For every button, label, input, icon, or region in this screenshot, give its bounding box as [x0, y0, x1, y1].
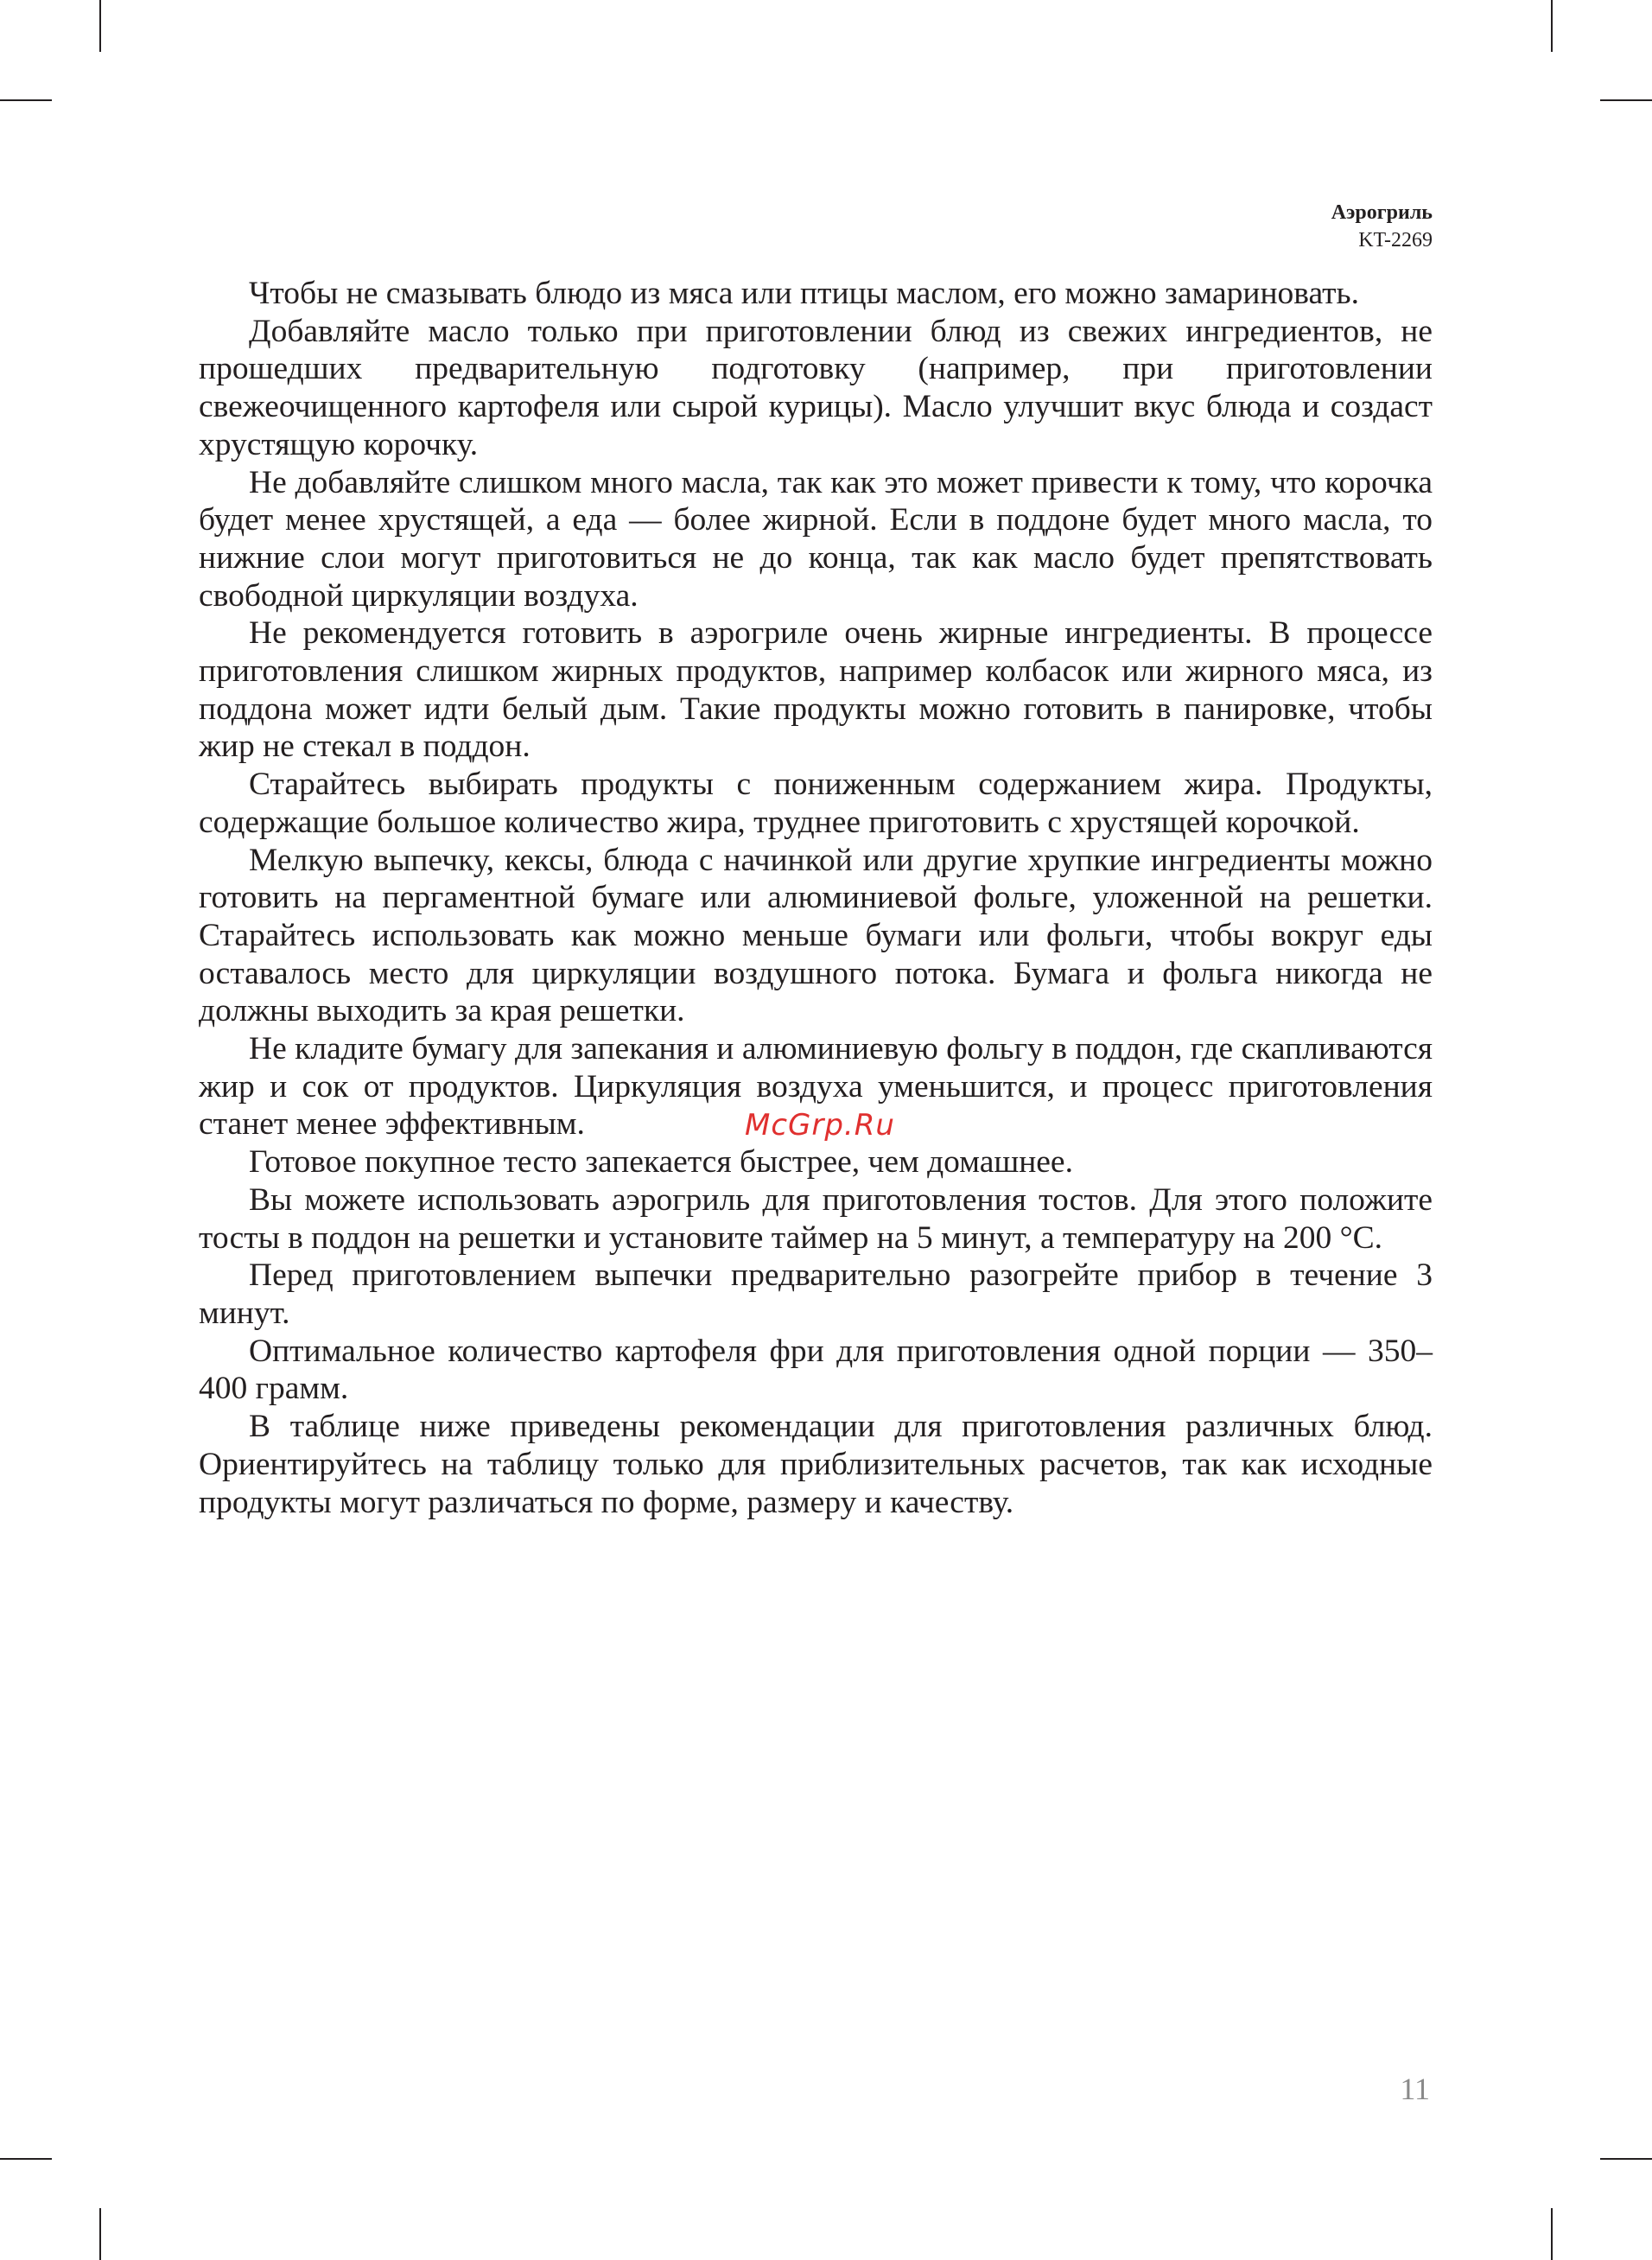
crop-mark-bottom-right-horizontal: [1600, 2158, 1652, 2160]
header-model: KT-2269: [1358, 229, 1433, 251]
header-title: Аэрогриль: [1331, 201, 1433, 224]
crop-mark-top-right-vertical: [1551, 0, 1553, 52]
paragraph: Готовое покупное тесто запекается быстрее, чем домашнее.: [249, 1144, 1073, 1181]
paragraph: Добавляйте масло только при приготовлении блюд из свежих ингредиентов, не прошедших предварительную подготовку (например, при приготовлении свежеочищенного картофеля или сырой курицы). Масло улучшит вкус блюда и создаст хрустящую корочку.: [199, 313, 1433, 462]
paragraph: Не добавляйте слишком много масла, так как это может привести к тому, что корочка будет менее хрустящей, а еда — более жирной. Если в поддоне будет много масла, то нижние слои могут приготовиться не до конца, так как масло будет препятствовать свободной циркуляции воздуха.: [199, 464, 1433, 614]
crop-mark-bottom-left-horizontal: [0, 2158, 52, 2160]
paragraph: Оптимальное количество картофеля фри для приготовления одной порции — 350–400 грамм.: [199, 1333, 1433, 1407]
paragraph: Вы можете использовать аэрогриль для приготовления тостов. Для этого положите тосты в поддон на решетки и установите таймер на 5 минут, а температуру на 200 °С.: [199, 1181, 1433, 1256]
paragraph: Мелкую выпечку, кексы, блюда с начинкой или другие хрупкие ингредиенты можно готовить на пергаментной бумаге или алюминиевой фольге, уложенной на решетки. Старайтесь использовать как можно меньше бумаги или фольги, чтобы вокруг еды оставалось место для циркуляции воздушного потока. Бумага и фольга никогда не должны выходить за края решетки.: [199, 842, 1433, 1029]
paragraph: Старайтесь выбирать продукты с пониженным содержанием жира. Продукты, содержащие большое количество жира, труднее приготовить с хрустящей корочкой.: [199, 767, 1433, 840]
paragraph: Не рекомендуется готовить в аэрогриле очень жирные ингредиенты. В процессе приготовления слишком жирных продуктов, например колбасок или жирного мяса, из поддона может идти белый дым. Такие продукты можно готовить в панировке, чтобы жир не стекал в поддон.: [199, 615, 1433, 765]
paragraph: Перед приготовлением выпечки предварительно разогрейте прибор в течение 3 минут.: [199, 1257, 1433, 1331]
paragraph: Чтобы не смазывать блюдо из мяса или птицы маслом, его можно замариновать.: [249, 276, 1360, 311]
crop-mark-top-left-vertical: [99, 0, 101, 52]
paragraph: В таблице ниже приведены рекомендации для приготовления различных блюд. Ориентируйтесь на таблицу только для приблизительных расчетов, так как исходные продукты могут различаться по форме, размеру и качеству.: [199, 1409, 1433, 1520]
crop-mark-top-right-horizontal: [1600, 99, 1652, 101]
watermark: McGrp.Ru: [745, 1108, 895, 1143]
page-number: 11: [1400, 2072, 1430, 2106]
crop-mark-bottom-right-vertical: [1551, 2208, 1553, 2260]
body-text: [199, 275, 1433, 1521]
paragraph: Не кладите бумагу для запекания и алюминиевую фольгу в поддон, где скапливаются жир и сок от продуктов. Циркуляция воздуха уменьшится, и процесс приготовления станет менее эффективным.: [199, 1031, 1433, 1143]
crop-mark-bottom-left-vertical: [99, 2208, 101, 2260]
crop-mark-top-left-horizontal: [0, 99, 52, 101]
running-header: [1331, 199, 1433, 254]
